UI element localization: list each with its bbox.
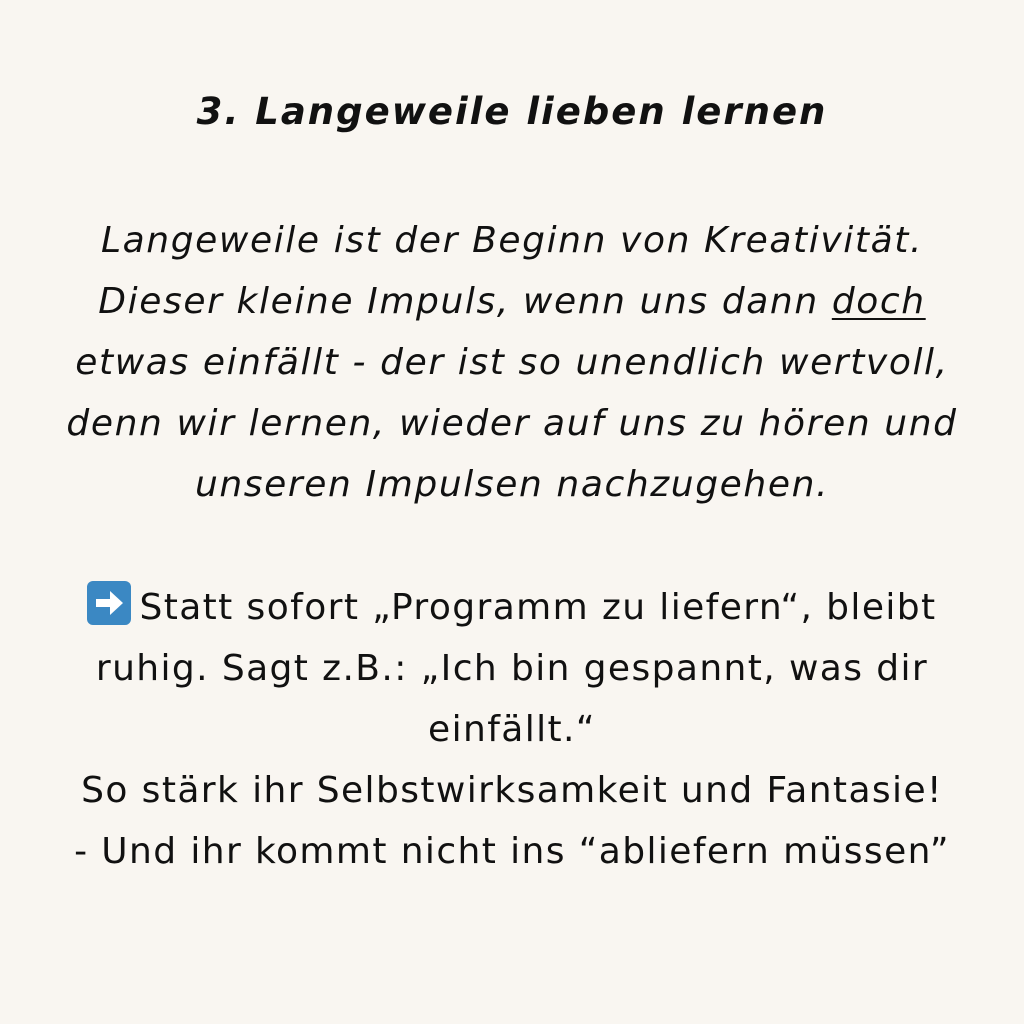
tip-line-3: einfällt.“ bbox=[428, 709, 596, 750]
italic-line-3: etwas einfällt - der ist so unendlich wertvoll, bbox=[75, 342, 949, 383]
italic-line-1: Langeweile ist der Beginn von Kreativität. bbox=[100, 220, 924, 261]
italic-line-2-text: Dieser kleine Impuls, wenn uns dann bbox=[98, 281, 832, 322]
italic-line-2 bbox=[0, 271, 1024, 332]
tip-line-4: So stärk ihr Selbstwirksamkeit und Fantasie! bbox=[81, 770, 943, 811]
italic-line-4: denn wir lernen, wieder auf uns zu hören und bbox=[66, 403, 958, 444]
tip-paragraph bbox=[0, 577, 1024, 882]
page-title: 3. Langeweile lieben lernen bbox=[196, 90, 828, 133]
tip-line-5: - Und ihr kommt nicht ins “abliefern müssen” bbox=[74, 831, 950, 872]
italic-line-5: unseren Impulsen nachzugehen. bbox=[194, 464, 830, 505]
right-arrow-icon bbox=[87, 581, 131, 625]
tip-line-1-text: Statt sofort „Programm zu liefern“, bleibt bbox=[139, 587, 937, 628]
italic-paragraph bbox=[0, 210, 1024, 515]
tip-line-2: ruhig. Sagt z.B.: „Ich bin gespannt, was dir bbox=[95, 648, 929, 689]
tip-line-1 bbox=[0, 577, 1024, 638]
underlined-word: doch bbox=[831, 281, 926, 322]
